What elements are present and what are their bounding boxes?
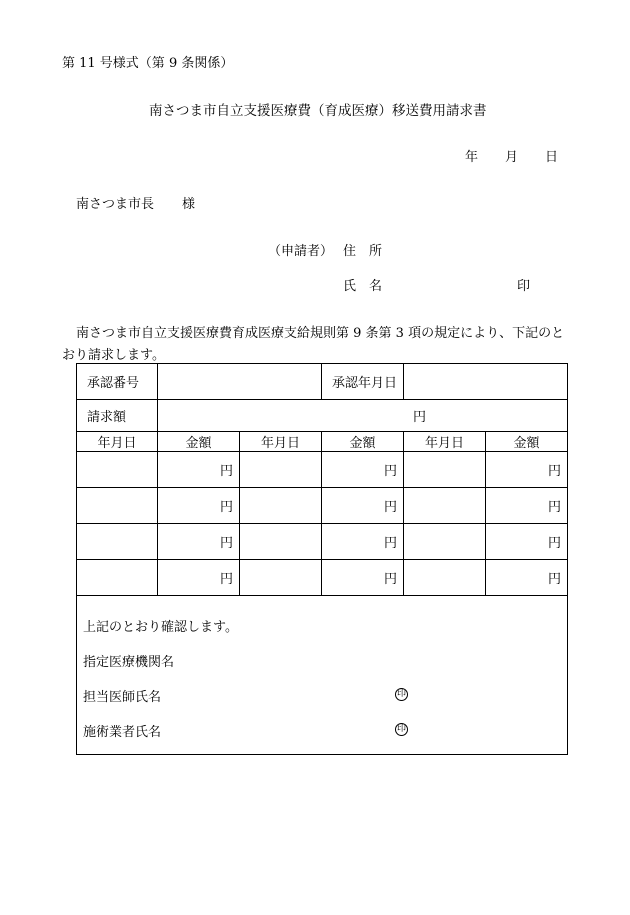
amount-cell[interactable]: 円 (322, 452, 404, 488)
col-header-date-2: 年月日 (240, 432, 322, 452)
column-header-row (77, 432, 568, 452)
date-month-label: 月 (505, 150, 519, 165)
date-cell[interactable] (240, 524, 322, 560)
date-cell[interactable] (77, 524, 158, 560)
addressee-name: 南さつま市長 (76, 197, 155, 212)
approval-number-field[interactable] (158, 364, 322, 400)
institution-name-label: 指定医療機関名 (83, 655, 175, 670)
amount-cell[interactable]: 円 (486, 452, 568, 488)
document-title: 南さつま市自立支援医療費（育成医療）移送費用請求書 (149, 103, 487, 119)
applicant-name-label: 氏 名 (343, 279, 383, 294)
amount-cell[interactable]: 円 (158, 560, 240, 596)
doctor-seal-icon: 印 (396, 689, 406, 699)
date-cell[interactable] (77, 452, 158, 488)
amount-cell[interactable]: 円 (322, 524, 404, 560)
claim-table (76, 363, 568, 755)
date-cell[interactable] (240, 452, 322, 488)
table-row (77, 560, 568, 596)
amount-cell[interactable]: 円 (486, 524, 568, 560)
claim-amount-field[interactable] (158, 400, 568, 432)
amount-cell[interactable]: 円 (158, 452, 240, 488)
approval-number-label: 承認番号 (77, 364, 158, 400)
date-cell[interactable] (240, 560, 322, 596)
applicant-address-label: 住 所 (343, 244, 383, 259)
practitioner-seal-icon: 印 (396, 724, 406, 734)
date-cell[interactable] (404, 524, 486, 560)
amount-cell[interactable]: 円 (158, 488, 240, 524)
approval-date-label: 承認年月日 (322, 364, 404, 400)
date-day-label: 日 (545, 150, 559, 165)
claim-amount-row (77, 400, 568, 432)
claim-amount-yen: 円 (412, 410, 426, 425)
date-cell[interactable] (404, 488, 486, 524)
col-header-amount-1: 金額 (158, 432, 240, 452)
col-header-date-1: 年月日 (77, 432, 158, 452)
claim-amount-label: 請求額 (77, 400, 158, 432)
date-cell[interactable] (404, 560, 486, 596)
table-row (77, 524, 568, 560)
date-cell[interactable] (404, 452, 486, 488)
confirmation-row (77, 596, 568, 755)
practitioner-name-label: 施術業者氏名 (83, 725, 162, 740)
applicant-label: （申請者） (268, 244, 334, 259)
amount-cell[interactable]: 円 (486, 560, 568, 596)
date-cell[interactable] (77, 560, 158, 596)
col-header-date-3: 年月日 (404, 432, 486, 452)
body-text-line1: 南さつま市自立支援医療費育成医療支給規則第 9 条第 3 項の規定により、下記のと (76, 326, 565, 341)
applicant-seal-label: 印 (517, 279, 531, 294)
form-number: 第 11 号様式（第 9 条関係） (62, 56, 234, 71)
body-text-line2: おり請求します。 (62, 348, 165, 363)
date-year-label: 年 (465, 150, 479, 165)
confirmation-statement: 上記のとおり確認します。 (83, 620, 238, 635)
addressee-honorific: 様 (182, 197, 196, 212)
date-cell[interactable] (240, 488, 322, 524)
approval-row (77, 364, 568, 400)
table-row (77, 452, 568, 488)
col-header-amount-2: 金額 (322, 432, 404, 452)
confirmation-section (77, 596, 568, 755)
amount-cell[interactable]: 円 (322, 560, 404, 596)
table-row (77, 488, 568, 524)
amount-cell[interactable]: 円 (158, 524, 240, 560)
date-cell[interactable] (77, 488, 158, 524)
col-header-amount-3: 金額 (486, 432, 568, 452)
doctor-name-label: 担当医師氏名 (83, 690, 162, 705)
amount-cell[interactable]: 円 (486, 488, 568, 524)
amount-cell[interactable]: 円 (322, 488, 404, 524)
approval-date-field[interactable] (404, 364, 568, 400)
